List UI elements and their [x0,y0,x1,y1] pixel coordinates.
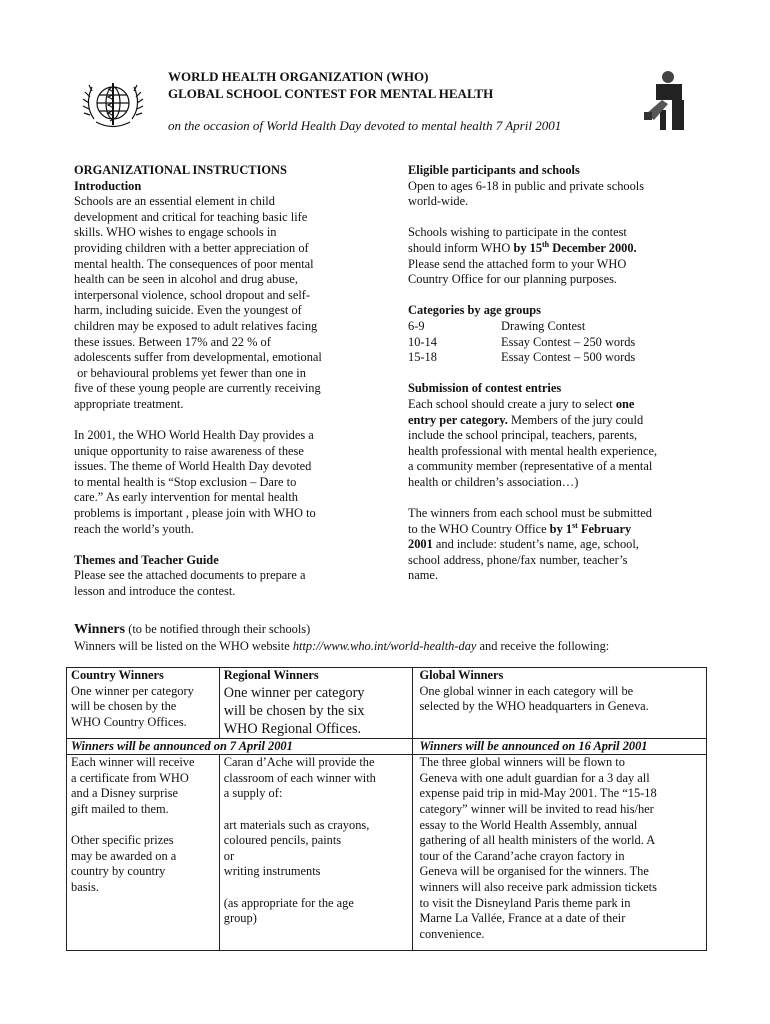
inform-deadline-line: should inform WHO by 15th December 2000. [408,239,637,255]
themes-line: lesson and introduce the contest. [74,584,236,599]
intro-title: Introduction [74,178,142,193]
intro-line: skills. WHO wishes to engage schools in [74,225,277,240]
global-winners-cell: Global Winners One global winner in each category will be selected by the WHO headquarters in Geneva. [413,668,707,739]
para2-line: problems is important , please join with WHO to [74,506,316,521]
intro-line: interpersonal violence, school dropout and self- [74,287,311,302]
intro-line: adolescents suffer from developmental, emotional [74,350,322,365]
website-link[interactable]: http://www.who.int/world-health-day [292,639,477,653]
submission-line: include the school principal, teachers, parents, [408,428,638,443]
intro-line: providing children with a better appreciation of [74,240,309,255]
eligible-line: Open to ages 6-18 in public and private schools [408,178,645,193]
winners-submit-line: to the WHO Country Office by 1st February [408,520,632,536]
para2-line: reach the world’s youth. [74,521,194,536]
table-row [67,738,707,755]
regional-prize-cell: Caran d’Ache will provide the classroom of each winner with a supply of: art materials such as crayons, coloured pencils, paints or writing instruments (as appropriate for the age group) [219,755,413,950]
winners-submit-line: school address, phone/fax number, teacher’s [408,552,628,567]
category-row: 10-14 Essay Contest – 250 words [408,334,636,349]
intro-line: health can be seen in alcohol and drug abuse, [74,272,298,287]
inform-line: Schools wishing to participate in the contest [408,225,627,240]
submission-line: entry per category. Members of the jury could [408,412,644,427]
categories-title: Categories by age groups [408,303,541,318]
right-column [408,163,708,584]
eligible-line: world-wide. [408,194,469,209]
intro-line: Schools are an essential element in child [74,194,275,209]
themes-line: Please see the attached documents to prepare a [74,568,306,583]
section-title: ORGANIZATIONAL INSTRUCTIONS [74,163,287,177]
inform-line: Please send the attached form to your WHO [408,256,627,271]
announce-left: Winners will be announced on 7 April 2001 [67,738,413,755]
intro-line: children may be exposed to adult relatives facing [74,318,318,333]
themes-title: Themes and Teacher Guide [74,552,219,567]
intro-line: appropriate treatment. [74,396,184,411]
intro-line: five of these young people are currently receiving [74,381,321,396]
para2-line: unique opportunity to raise awareness of these [74,443,304,458]
inform-line: Country Office for our planning purposes. [408,272,617,287]
who-emblem-logo [80,75,146,135]
table-row [67,755,707,950]
para2-line: care.” As early intervention for mental health [74,490,298,505]
announce-right: Winners will be announced on 16 April 2001 [413,738,707,755]
winners-submit-line: The winners from each school must be submitted [408,506,652,521]
intro-line: mental health. The consequences of poor mental [74,256,314,271]
intro-line: or behavioural problems yet fewer than one in [74,365,306,380]
submission-line: health or children’s association…) [408,474,579,489]
regional-winners-cell: Regional Winners One winner per category will be chosen by the six WHO Regional Offices. [219,668,413,739]
category-row: 6-9 Drawing Contest [408,318,586,333]
submission-line: Each school should create a jury to select one [408,396,635,411]
table-row [67,668,707,739]
submission-line: health professional with mental health experience, [408,443,658,458]
winners-submit-line: name. [408,568,438,583]
country-prize-cell: Each winner will receive a certificate from WHO and a Disney surprise gift mailed to them. Other specific prizes may be awarded on a country by country basis. [67,755,220,950]
global-prize-cell: The three global winners will be flown to Geneva with one adult guardian for a 3 day all expense paid trip in mid-May 2001. The “15-18 category” winner will be invited to read his/her essay to the World Health Assembly, annual gathering of all health ministers of the world. A tour of the Carand’ache crayon factory in Geneva will be organised for the winners. The winners will also receive park admission tickets to visit the Disneyland Paris theme park in Marne La Vallée, France at a date of their convenience. [413,755,707,950]
country-winners-cell: Country Winners One winner per category will be chosen by the WHO Country Offices. [67,668,220,739]
mental-health-figure-logo [642,70,692,132]
intro-line: harm, including suicide. Even the youngest of [74,303,302,318]
winners-table [66,667,707,951]
winners-website-line: Winners will be listed on the WHO website http://www.who.int/world-health-day and receive the following: [74,639,610,653]
eligible-title: Eligible participants and schools [408,163,580,177]
title-line-2: GLOBAL SCHOOL CONTEST FOR MENTAL HEALTH [168,86,494,101]
intro-line: development and critical for teaching basic life [74,209,308,224]
winners-heading: Winners (to be notified through their schools) [74,622,311,637]
category-row: 15-18 Essay Contest – 500 words [408,350,636,365]
winners-submit-line: 2001 and include: student’s name, age, school, [408,537,639,552]
submission-title: Submission of contest entries [408,381,562,396]
title-line-1: WORLD HEALTH ORGANIZATION (WHO) [168,69,429,84]
intro-line: these issues. Between 17% and 22 % of [74,334,271,349]
left-column [74,163,374,600]
submission-line: a community member (representative of a mental [408,459,653,474]
para2-line: In 2001, the WHO World Health Day provides a [74,428,314,443]
subtitle: on the occasion of World Health Day devoted to mental health 7 April 2001 [168,118,562,133]
para2-line: to mental health is “Stop exclusion – Dare to [74,474,297,489]
para2-line: issues. The theme of World Health Day devoted [74,459,312,474]
